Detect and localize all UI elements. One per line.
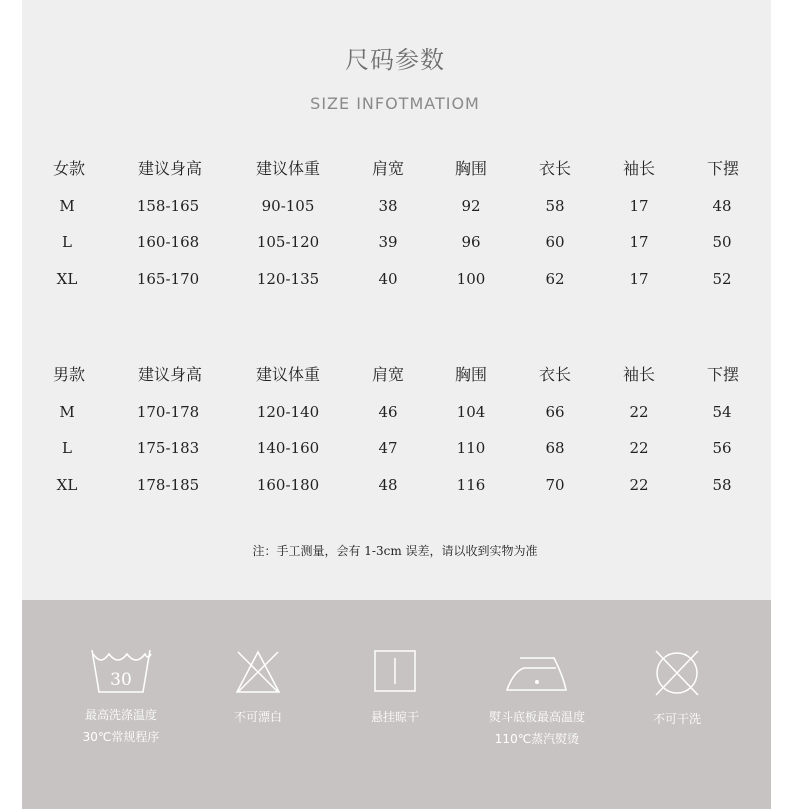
care-item-hang-dry <box>320 648 470 728</box>
chest-cell: 110 <box>456 439 486 457</box>
wash-30-icon <box>89 648 153 696</box>
weight-cell: 160-180 <box>256 476 320 494</box>
size-cell: L <box>62 439 72 457</box>
header-cell: 建议身高 <box>137 365 203 384</box>
table-row <box>0 270 790 300</box>
length-cell: 66 <box>545 403 565 421</box>
page-subtitle: SIZE INFOTMATIOM <box>310 94 480 113</box>
table-header-row <box>0 156 790 186</box>
hem-cell: 48 <box>712 197 732 215</box>
weight-cell: 105-120 <box>256 233 320 251</box>
height-cell: 165-170 <box>136 270 200 288</box>
sleeve-cell: 17 <box>629 270 649 288</box>
header-cell: 胸围 <box>454 159 488 178</box>
care-item-no-bleach <box>183 648 333 728</box>
measurement-note: 注：手工测量，会有 1-3cm 误差，请以收到实物为准 <box>252 544 538 558</box>
shoulder-cell: 39 <box>378 233 398 251</box>
chest-cell: 96 <box>461 233 481 251</box>
hem-cell: 56 <box>712 439 732 457</box>
care-item-no-dry-clean <box>602 648 752 730</box>
hem-cell: 54 <box>712 403 732 421</box>
iron-icon <box>504 648 570 694</box>
care-label: 最高洗涤温度 <box>84 708 157 722</box>
weight-cell: 120-140 <box>256 403 320 421</box>
chest-cell: 104 <box>456 403 486 421</box>
sleeve-cell: 17 <box>629 233 649 251</box>
weight-cell: 140-160 <box>256 439 320 457</box>
care-label: 110℃蒸汽熨烫 <box>494 732 580 746</box>
height-cell: 160-168 <box>136 233 200 251</box>
care-item-iron <box>462 648 612 750</box>
header-cell: 男款 <box>52 365 86 384</box>
sleeve-cell: 22 <box>629 403 649 421</box>
care-item-wash <box>46 648 196 748</box>
care-label: 不可漂白 <box>233 710 282 724</box>
size-cell: XL <box>56 270 78 288</box>
sleeve-cell: 22 <box>629 439 649 457</box>
weight-cell: 120-135 <box>256 270 320 288</box>
length-cell: 58 <box>545 197 565 215</box>
length-cell: 62 <box>545 270 565 288</box>
table-row <box>0 439 790 469</box>
hang-dry-icon <box>373 648 417 694</box>
care-label: 不可干洗 <box>652 712 701 726</box>
header-cell: 建议体重 <box>255 365 321 384</box>
shoulder-cell: 48 <box>378 476 398 494</box>
table-row <box>0 197 790 227</box>
header-cell: 衣长 <box>538 365 572 384</box>
hem-cell: 50 <box>712 233 732 251</box>
header-cell: 肩宽 <box>371 159 405 178</box>
size-cell: XL <box>56 476 78 494</box>
header-cell: 衣长 <box>538 159 572 178</box>
header-cell: 袖长 <box>622 365 656 384</box>
shoulder-cell: 38 <box>378 197 398 215</box>
shoulder-cell: 47 <box>378 439 398 457</box>
header-cell: 下摆 <box>706 365 740 384</box>
hem-cell: 58 <box>712 476 732 494</box>
size-cell: M <box>59 403 75 421</box>
shoulder-cell: 40 <box>378 270 398 288</box>
height-cell: 175-183 <box>136 439 200 457</box>
size-chart-panel <box>22 0 771 600</box>
shoulder-cell: 46 <box>378 403 398 421</box>
care-label: 30℃常规程序 <box>82 730 160 744</box>
length-cell: 70 <box>545 476 565 494</box>
length-cell: 68 <box>545 439 565 457</box>
height-cell: 178-185 <box>136 476 200 494</box>
sleeve-cell: 22 <box>629 476 649 494</box>
size-cell: M <box>59 197 75 215</box>
chest-cell: 100 <box>456 270 486 288</box>
height-cell: 170-178 <box>136 403 200 421</box>
chest-cell: 116 <box>456 476 486 494</box>
chest-cell: 92 <box>461 197 481 215</box>
no-bleach-icon <box>234 648 282 696</box>
size-cell: L <box>62 233 72 251</box>
table-row <box>0 476 790 506</box>
page-title: 尺码参数 <box>345 46 445 74</box>
header-cell: 下摆 <box>706 159 740 178</box>
table-header-row <box>0 362 790 392</box>
header-cell: 建议身高 <box>137 159 203 178</box>
header-cell: 建议体重 <box>255 159 321 178</box>
header-cell: 女款 <box>52 159 86 178</box>
table-row <box>0 233 790 263</box>
height-cell: 158-165 <box>136 197 200 215</box>
care-label: 悬挂晾干 <box>370 710 419 724</box>
hem-cell: 52 <box>712 270 732 288</box>
header-cell: 肩宽 <box>371 365 405 384</box>
care-label: 熨斗底板最高温度 <box>488 710 585 724</box>
sleeve-cell: 17 <box>629 197 649 215</box>
no-dry-clean-icon <box>653 648 701 698</box>
table-row <box>0 403 790 433</box>
length-cell: 60 <box>545 233 565 251</box>
header-cell: 胸围 <box>454 365 488 384</box>
wash-temp: 30 <box>110 670 132 690</box>
header-cell: 袖长 <box>622 159 656 178</box>
weight-cell: 90-105 <box>261 197 315 215</box>
